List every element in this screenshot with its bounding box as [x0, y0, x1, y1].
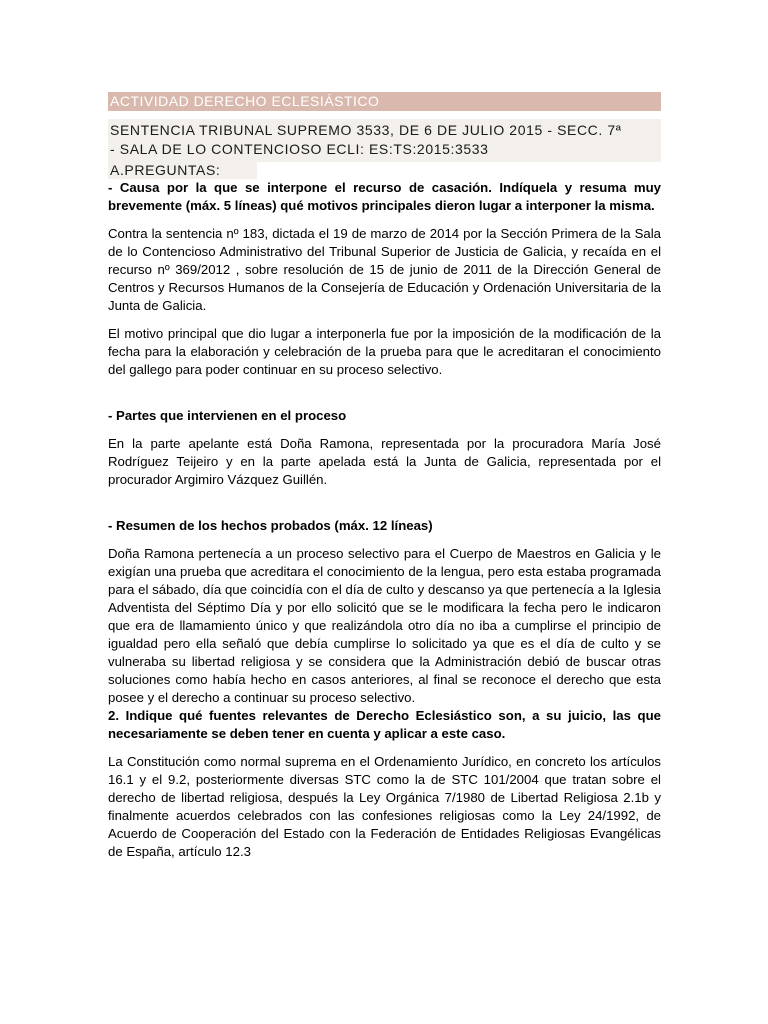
question-1: - Causa por la que se interpone el recurso de casación. Indíquela y resuma muy brevemente (máx. 5 líneas) qué motivos principales dieron lugar a interponer la misma. — [108, 180, 661, 213]
sentence-title-line-1: SENTENCIA TRIBUNAL SUPREMO 3533, DE 6 DE JULIO 2015 - SECC. 7ª — [110, 122, 622, 138]
question-3: - Resumen de los hechos probados (máx. 12 líneas) — [108, 518, 433, 533]
sentence-title — [108, 119, 661, 162]
answer-3: Doña Ramona pertenecía a un proceso selectivo para el Cuerpo de Maestros en Galicia y le exigían una prueba que acreditara el conocimiento de la lengua, pero esta estaba programada para el sábado, día que coincidía con el día de culto y descanso ya que pertenecía a la Iglesia Adventista del Séptimo Día y por ello solicitó que se le modificara la fecha pero le indicaron que era de llamamiento único y que realizándola otro día no iba a cumplirse el principio de igualdad pero ella señaló que debía cumplirse lo solicitado ya que es el día de culto y se vulneraba su libertad religiosa y se considera que la Administración debió de buscar otras soluciones como había hecho en casos anteriores, al final se reconoce el derecho que esta posee y el derecho a continuar su proceso selectivo. — [108, 546, 661, 705]
question-2: - Partes que intervienen en el proceso — [108, 408, 347, 423]
answer-4: La Constitución como normal suprema en el Ordenamiento Jurídico, en concreto los artículos 16.1 y el 9.2, posteriormente diversas STC como la de STC 101/2004 que tratan sobre el derecho de libertad religiosa, después la Ley Orgánica 7/1980 de Libertad Religiosa 2.1b y finalmente acuerdos celebrados con las confesiones religiosas como la Ley 24/1992, de Acuerdo de Cooperación del Estado con la Federación de Entidades Religiosas Evangélicas de España, artículo 12.3 — [108, 754, 661, 859]
section-label: A.PREGUNTAS: — [108, 162, 257, 179]
activity-header: ACTIVIDAD DERECHO ECLESIÁSTICO — [108, 92, 661, 111]
sentence-title-line-2: - SALA DE LO CONTENCIOSO ECLI: ES:TS:2015:3533 — [110, 141, 489, 157]
answer-2: En la parte apelante está Doña Ramona, representada por la procuradora María José Rodríguez Teijeiro y en la parte apelada está la Junta de Galicia, representada por el procurador Argimiro Vázquez Guillén. — [108, 436, 661, 487]
question-4: 2. Indique qué fuentes relevantes de Derecho Eclesiástico son, a su juicio, las que necesariamente se deben tener en cuenta y aplicar a este caso. — [108, 708, 661, 741]
answer-1-paragraph-1: Contra la sentencia nº 183, dictada el 19 de marzo de 2014 por la Sección Primera de la Sala de lo Contencioso Administrativo del Tribunal Superior de Justicia de Galicia, y recaída en el recurso nº 369/2012 , sobre resolución de 15 de junio de 2011 de la Dirección General de Centros y Recursos Humanos de la Consejería de Educación y Ordenación Universitaria de la Junta de Galicia. — [108, 226, 661, 313]
answer-1-paragraph-2: El motivo principal que dio lugar a interponerla fue por la imposición de la modificación de la fecha para la elaboración y celebración de la prueba para que le acreditaran el conocimiento del gallego para poder continuar en su proceso selectivo. — [108, 326, 661, 377]
document-page — [108, 92, 661, 861]
